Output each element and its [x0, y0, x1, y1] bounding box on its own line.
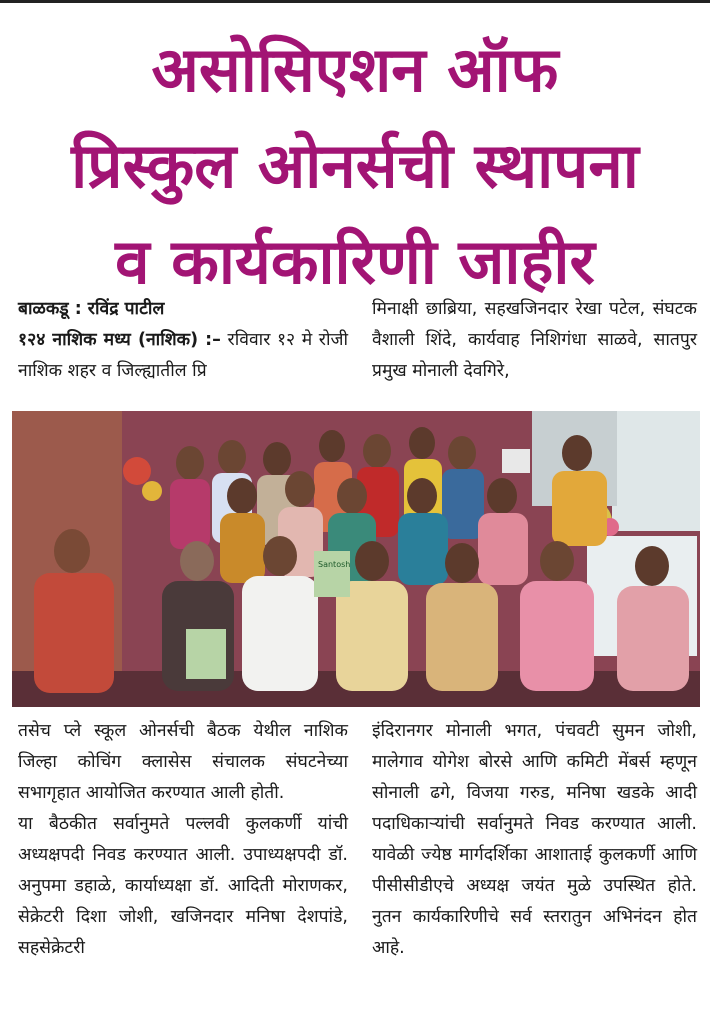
article-column-2-bottom [372, 716, 697, 964]
column-2-top-text: मिनाक्षी छाब्रिया, सहखजिनदार रेखा पटेल, संघटक वैशाली शिंदे, कार्यवाह निशिगंधा साळवे, सातपुर प्रमुख मोनाली देवगिरे, [372, 299, 697, 381]
book-label: Santosh [318, 560, 351, 569]
dateline-text: रविवार १२ मे रोजी नाशिक शहर व जिल्ह्यातील प्रि [18, 330, 348, 381]
gift-book [314, 551, 350, 597]
article-column-1-bottom [18, 716, 348, 964]
column-1-para-2: या बैठकीत सर्वानुमते पल्लवी कुलकर्णी यांची अध्यक्षपदी निवड करण्यात आली. उपाध्यक्षपदी डॉ. अनुपमा डहाळे, कार्याध्यक्षा डॉ. आदिती मोराणकर, सेक्रेटरी दिशा जोशी, खजिनदार मनिषा देशपांडे, सहसेक्रेटरी [18, 814, 348, 958]
headline-line-3: व कार्यकारिणी जाहीर [115, 225, 595, 298]
column-1-para-1: तसेच प्ले स्कूल ओनर्सची बैठक येथील नाशिक जिल्हा कोचिंग क्लासेस संचालक संघटनेच्या सभागृहात आयोजित करण्यात आली होती. [18, 721, 348, 803]
dateline [18, 325, 348, 387]
article-column-2-top [372, 294, 697, 387]
byline: बाळकडू : रविंद्र पाटील [18, 299, 165, 319]
headline-line-2: प्रिस्कुल ओनर्सची स्थापना [71, 129, 639, 202]
column-2-bottom-text: इंदिरानगर मोनाली भगत, पंचवटी सुमन जोशी, मालेगाव योगेश बोरसे आणि कमिटी मेंबर्स म्हणून सोनाली ढगे, विजया गरुड, मनिषा खडके आदी पदाधिकाऱ्यांची सर्वानुमते निवड करण्यात आली. यावेळी ज्येष्ठ मार्गदर्शिका आशाताई कुलकर्णी आणि पीसीसीडीएचे अध्यक्ष जयंत मुळे उपस्थित होते. नुतन कार्यकारिणीचे सर्व स्तरातुन अभिनंदन होत आहे. [372, 721, 697, 958]
top-rule [0, 0, 710, 3]
dateline-place: १२४ नाशिक मध्य (नाशिक) :– [18, 330, 221, 350]
article-column-1-top [18, 294, 348, 387]
headline [0, 22, 710, 310]
group-photo [12, 411, 700, 707]
gift-book [186, 629, 226, 679]
headline-line-1: असोसिएशन ऑफ [151, 33, 559, 106]
group-photo-illustration [12, 411, 700, 707]
